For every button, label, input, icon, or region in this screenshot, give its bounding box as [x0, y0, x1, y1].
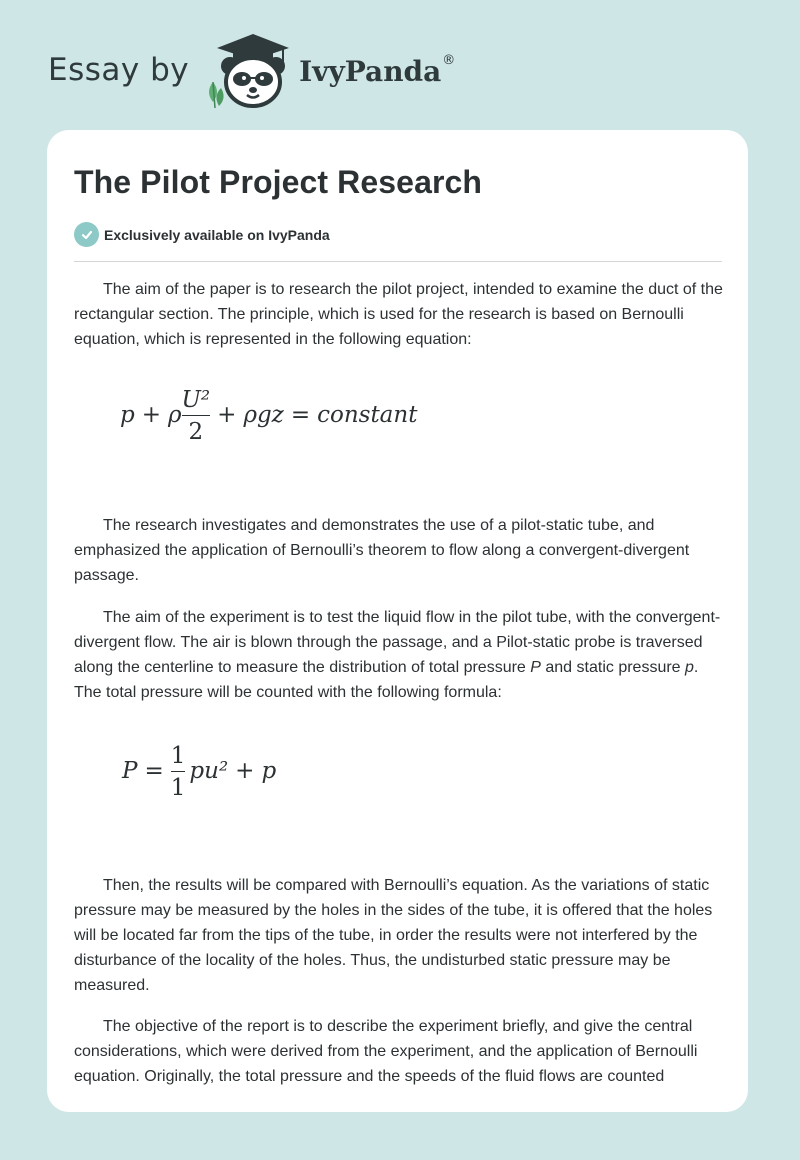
total-pressure-equation [122, 743, 276, 801]
eq1-plus-2: + [217, 402, 237, 428]
brand-logo[interactable] [48, 30, 455, 110]
paragraph-research: The research investigates and demonstrates the use of a pilot-static tube, and emphasized the application of Bernoulli’s theorem to flow along a convergent-divergent passage. [74, 517, 690, 584]
exclusive-badge [74, 222, 330, 247]
panda-mascot-icon [203, 30, 295, 110]
eq1-plus: + [141, 402, 162, 428]
bernoulli-equation [120, 387, 417, 445]
eq2-pu2: pu² [189, 758, 229, 784]
eq1-constant: constant [317, 402, 418, 428]
eq2-total-pressure: P [122, 758, 138, 784]
brand-name: IvyPanda [299, 54, 442, 88]
paragraph-intro: The aim of the paper is to research the pilot project, intended to examine the duct of the rectangular section. The principle, which is used for the research is based on Bernoulli equation, which is represented in the following equation: [74, 281, 723, 348]
symbol-total-pressure: P [530, 659, 541, 676]
symbol-static-pressure: p [685, 659, 694, 676]
eq1-denominator: 2 [188, 419, 204, 445]
eq2-fraction [171, 743, 186, 801]
paragraph-results: Then, the results will be compared with Bernoulli’s equation. As the variations of static pressure may be measured by the holes in the sides of the tube, it is offered that the holes will be located far from the tips of the tube, in order the results were not interfered by the disturbance of the locality of the holes. Thus, the undisturbed static pressure may be measured. [74, 877, 713, 994]
eq1-rho: ρ [168, 402, 182, 428]
check-icon [74, 222, 99, 247]
page-title: The Pilot Project Research [74, 164, 483, 200]
eq1-equals: = [290, 402, 311, 428]
exclusive-badge-label: Exclusively available on IvyPanda [104, 226, 330, 243]
registered-mark: ® [442, 52, 456, 68]
divider [74, 261, 722, 262]
eq1-fraction [182, 387, 211, 445]
paragraph-objective: The objective of the report is to describe the experiment briefly, and give the central considerations, which were derived from the experiment, and the application of Bernoulli equation. Originally, the total pressure and the speeds of the fluid flows are counted [74, 1018, 698, 1085]
essay-card [47, 130, 748, 1112]
eq2-numerator: 1 [170, 743, 186, 769]
eq2-equals: = [144, 758, 164, 784]
eq2-static-pressure: p [261, 758, 277, 784]
paragraph-experiment: The aim of the experiment is to test the liquid flow in the pilot tube, with the convergent-divergent flow. The air is blown through the passage, and a Pilot-static probe is traversed along the centerline to measure the distribution of total pressure P and static pressure p. The total pressure will be counted with the following formula: [74, 609, 721, 701]
eq1-rhogz: ρgz [243, 402, 284, 428]
eq2-plus: + [235, 758, 255, 784]
brand-prefix: Essay by [48, 52, 190, 88]
eq2-denominator: 1 [170, 775, 186, 801]
eq1-pressure: p [120, 402, 135, 428]
eq1-numerator: U² [181, 387, 211, 413]
